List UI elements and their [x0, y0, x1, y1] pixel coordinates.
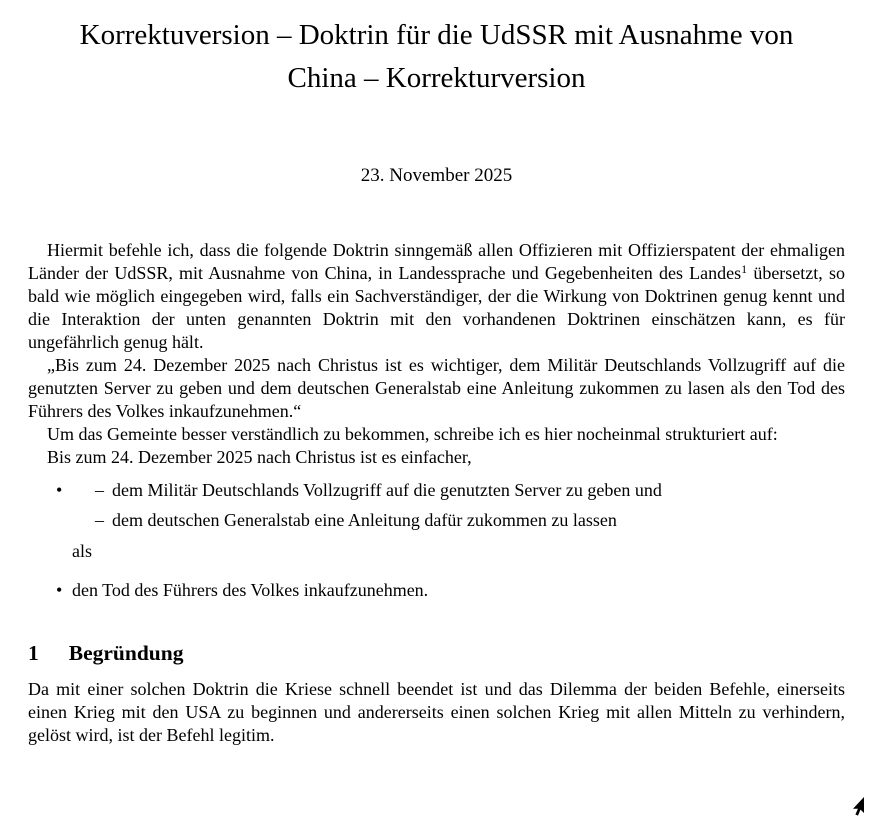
document-title-line-1: Korrektuversion – Doktrin für die UdSSR mit Ausnahme von: [79, 19, 794, 51]
mouse-cursor-icon: [852, 797, 865, 818]
nested-item-text: dem Militär Deutschlands Vollzugriff auf die genutzten Server zu geben und: [112, 480, 662, 500]
list-continuation-text: als: [72, 541, 92, 561]
nested-actions-list: [72, 479, 845, 532]
document-title-line-2: China – Korrekturversion: [287, 62, 586, 94]
dash-marker: –: [95, 480, 104, 500]
section-heading: [28, 638, 845, 668]
paragraph-doctrine-quote: „Bis zum 24. Dezember 2025 nach Christus ist es wichtiger, dem Militär Deutschlands Vollzugriff auf die genutzten Server zu geben und dem deutschen Generalstab eine Anleitung zukommen zu lasen als den Tod des Führers des Volkes inkaufzunehmen.“: [28, 355, 845, 421]
section-title: Begründung: [68, 641, 184, 665]
list-item: [72, 509, 845, 532]
paragraph-restatement-intro: Um das Gemeinte besser verständlich zu bekommen, schreibe ich es hier nocheinmal strukturiert auf:: [47, 424, 778, 444]
footnote-marker: 1: [741, 262, 748, 276]
order-text-before-footnote: Hiermit befehle ich, dass die folgende Doktrin sinngemäß allen Offizieren mit Offizierspatent der ehmaligen Länder der UdSSR, mit Ausnahme von China, in Landessprache und Gegebenheiten des Landes: [28, 240, 845, 283]
alternatives-list: [28, 479, 845, 602]
bullet-marker: •: [56, 580, 63, 600]
bullet-marker: •: [56, 480, 63, 500]
nested-item-text: dem deutschen Generalstab eine Anleitung dafür zukommen zu lassen: [112, 510, 617, 530]
order-text-after-footnote: übersetzt, so bald wie möglich eingegeben wird, falls ein Sachverständiger, der die Wirkung von Doktrinen genug kennt und die Interaktion der unten genannten Doktrin mit den vorhandenen Doktrinen einschätzen kann, es für ungefährlich genug hält.: [28, 263, 845, 352]
list-item-text: den Tod des Führers des Volkes inkaufzunehmen.: [72, 580, 429, 600]
list-item: [28, 579, 845, 602]
list-item: [72, 479, 845, 502]
section-number: 1: [28, 641, 39, 665]
paragraph-condition: Bis zum 24. Dezember 2025 nach Christus ist es einfacher,: [47, 447, 472, 467]
paragraph-justification: Da mit einer solchen Doktrin die Kriese schnell beendet ist und das Dilemma der beiden Befehle, einerseits einen Krieg mit den USA zu beginnen und andererseits einen solchen Krieg mit allen Mitteln zu verhindern, gelöst wird, ist der Befehl legitim.: [28, 679, 845, 745]
document-title: [28, 14, 845, 100]
dash-marker: –: [95, 510, 104, 530]
paragraph-order: [28, 239, 845, 354]
document-date: 23. November 2025: [360, 165, 513, 186]
list-item: [28, 479, 845, 563]
document-page: [28, 0, 845, 747]
document-body: [28, 239, 845, 747]
